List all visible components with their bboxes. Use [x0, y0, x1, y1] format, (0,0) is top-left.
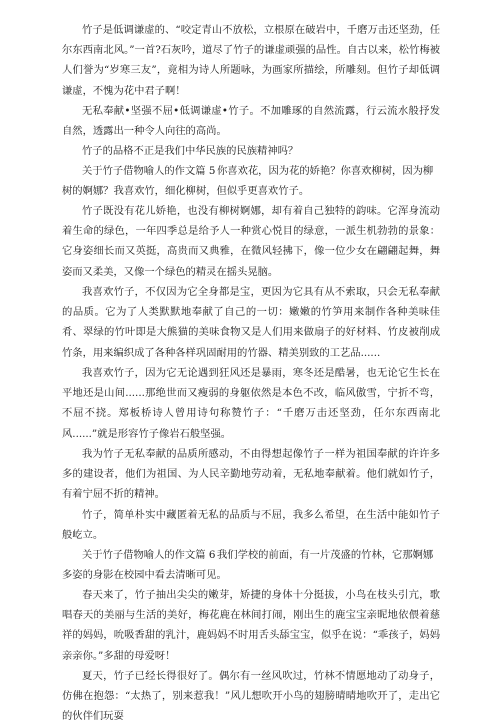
- essay-5-title: 关于竹子借物喻人的作文篇 5: [82, 165, 216, 177]
- paragraph-national-spirit: 竹子的品格不正是我们中华民族的民族精神吗？: [82, 145, 299, 157]
- paragraph-bamboo-modest: 竹子是低调谦虚的、“咬定青山不放松，立根原在破岩中，千磨万击还坚劲，任尔东西南北风。”一首?石灰吟，道尽了竹子的谦虚顽强的品性。自古以来，松竹梅被人们誉为“岁寒三友”，竟相为诗人所题咏，为画家所描绘，所雕刻。但竹子却低调谦虚，不愧为花中君子啊！: [62, 24, 440, 97]
- paragraph-bamboo-charm: 竹子既没有花儿娇艳，也没有柳树婀娜，却有着自己独特的韵味。它浑身流动着生命的绿色，一年四季总是给予人一种赏心悦目的绿意，一派生机勃勃的景象：它身姿细长而又英挺，高贵而又典雅，在微风轻拂下，像一位少女在翩翩起舞，舞姿而又柔美，又像一个绿色的精灵在摇头晃脑。: [62, 205, 440, 278]
- paragraph-bamboo-strength: 我喜欢竹子，因为它无论遇到狂风还是暴雨，寒冬还是酷暑，也无论它生长在平地还是山间......那绝世而又瘦弱的身躯依然是本色不改，临风傲雪，宁折不弯，不屈不挠。郑板桥诗人曾用诗句称赞竹子：“千磨万击还坚劲，任尔东西南北风......”就是形容竹子像岩石般坚强。: [62, 367, 440, 440]
- paragraph-builders: 我为竹子无私奉献的品质所感动，不由得想起像竹子一样为祖国奉献的许许多多的建设者，他们为祖国、为人民辛勤地劳动着，无私地奉献着。他们就如竹子，有着宁屈不折的精神。: [62, 448, 440, 501]
- paragraph-bamboo-summary: 无私奉献•坚强不屈•低调谦虚•竹子。不加雕琢的自然流露，行云流水般抒发自然，透露出一种令人向往的高尚。: [62, 105, 440, 138]
- essay-6-intro: 我们学校的前面，有一片茂盛的竹林，它那婀娜多姿的身影在校园中看去清晰可见。: [62, 549, 434, 582]
- essay-6-title: 关于竹子借物喻人的作文篇 6: [82, 549, 216, 561]
- paragraph-spring: 春天来了，竹子抽出尖尖的嫩芽，矫捷的身体十分挺拔，小鸟在枝头引亢，歌唱春天的美丽与生活的美好，梅花鹿在林间打闹，刚出生的鹿宝宝亲昵地依偎着慈祥的妈妈，吮吸香甜的乳汁，鹿妈妈不时用舌头舔宝宝，似乎在说：“乖孩子，妈妈亲亲你。”多甜的母爱呀！: [62, 589, 440, 662]
- essay-5-intro: 你喜欢花，因为花的娇艳？你喜欢柳树，因为柳树的婀娜？我喜欢竹，细化柳树，但似乎更喜欢竹子。: [62, 165, 434, 198]
- essay-5-heading-row: [62, 161, 440, 201]
- paragraph-summer: 夏天，竹子已经长得很好了。偶尔有一丝风吹过，竹林不情愿地动了动身子，仿佛在抱怨：“太热了，别来惹我！”风儿想吹开小鸟的翅膀晴晴地吹开了，走出它的伙伴们玩耍: [62, 670, 440, 723]
- essay-6-heading-row: [62, 545, 440, 585]
- paragraph-conclusion: 竹子，简单朴实中藏匿着无私的品质与不屈，我多么希望，在生活中能如竹子般屹立。: [62, 509, 440, 542]
- paragraph-bamboo-dedication: 我喜欢竹子，不仅因为它全身都是宝，更因为它具有从不索取，只会无私奉献的品质。它为了人类默默地奉献了自己的一切：嫩嫩的竹笋用来制作各种美味佳肴、翠绿的竹叶即是大熊猫的美味食物又是人们用来做扇子的好材料、竹皮被削成竹条，用来编织成了各种各样巩固耐用的竹器、精美别致的工艺品......: [62, 286, 440, 359]
